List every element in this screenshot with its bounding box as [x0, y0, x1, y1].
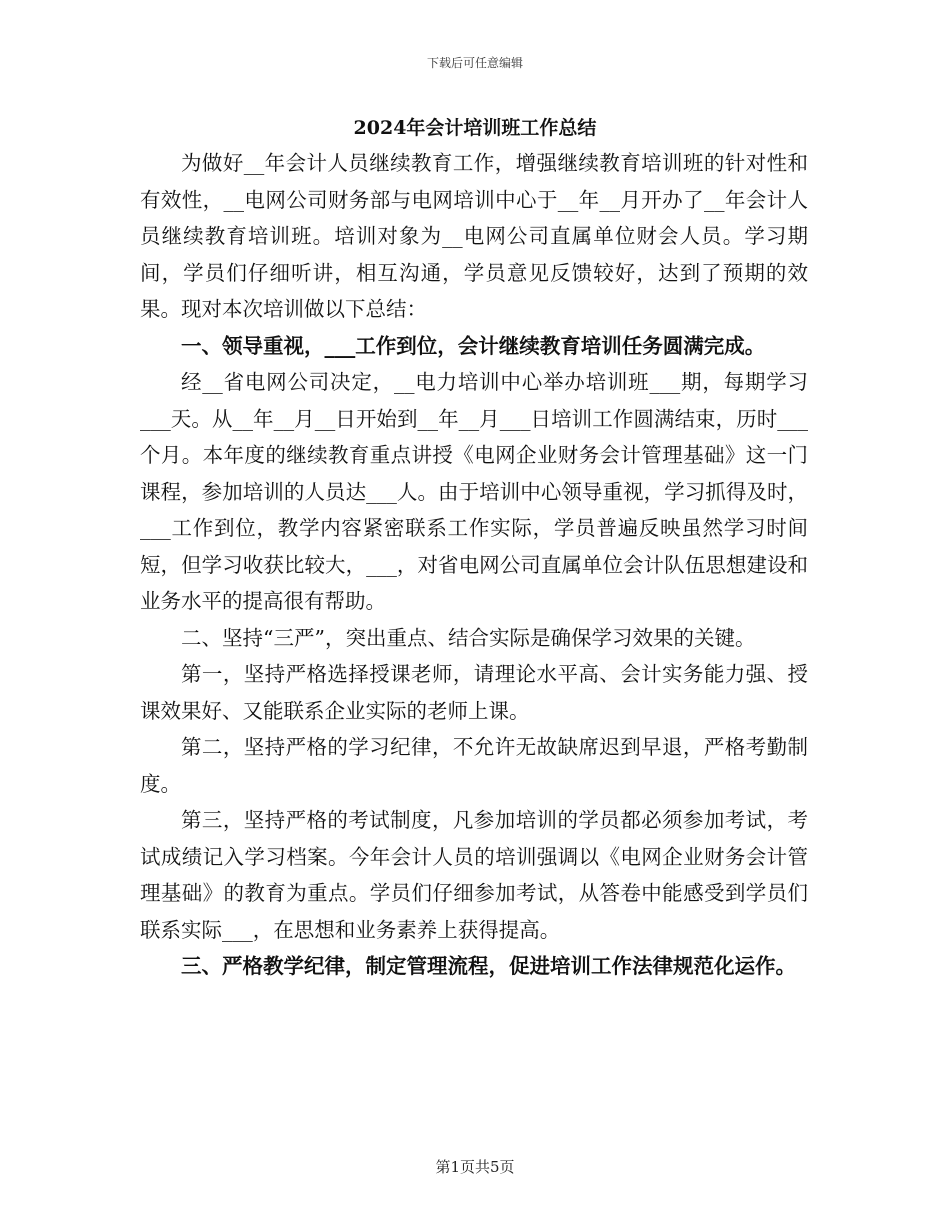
document-body	[140, 145, 808, 985]
page-number: 第1页共5页	[435, 1158, 515, 1176]
header-note: 下载后可任意编辑	[426, 56, 523, 70]
point-2-paragraph: 第二，坚持严格的学习纪律，不允许无故缺席迟到早退，严格考勤制度。	[140, 735, 808, 796]
section-heading-2: 二、坚持“三严”，突出重点、结合实际是确保学习效果的关键。	[181, 625, 756, 650]
point-3-paragraph: 第三，坚持严格的考试制度，凡参加培训的学员都必须参加考试，考试成绩记入学习档案。今年会计人员的培训强调以《电网企业财务会计管理基础》的教育为重点。学员们仔细参加考试，从答卷中能感受到学员们联系实际___，在思想和业务素养上获得提高。	[140, 808, 808, 942]
section-1-paragraph: 经__省电网公司决定，__电力培训中心举办培训班___期，每期学习___天。从__年__月__日开始到__年__月___日培训工作圆满结束，历时___个月。本年度的继续教育重点讲授《电网企业财务会计管理基础》这一门课程，参加培训的人员达___人。由于培训中心领导重视，学习抓得及时，___工作到位，教学内容紧密联系工作实际，学员普遍反映虽然学习时间短，但学习收获比较大，___，对省电网公司直属单位会计队伍思想建设和业务水平的提高很有帮助。	[140, 370, 808, 613]
page-title: 2024年会计培训班工作总结	[353, 117, 597, 139]
point-1-paragraph: 第一，坚持严格选择授课老师，请理论水平高、会计实务能力强、授课效果好、又能联系企业实际的老师上课。	[140, 662, 808, 723]
intro-paragraph: 为做好__年会计人员继续教育工作，增强继续教育培训班的针对性和有效性，__电网公司财务部与电网培训中心于__年__月开办了__年会计人员继续教育培训班。培训对象为__电网公司直属单位财会人员。学习期间，学员们仔细听讲，相互沟通，学员意见反馈较好，达到了预期的效果。现对本次培训做以下总结：	[140, 151, 808, 321]
section-heading-1: 一、领导重视，___工作到位，会计继续教育培训任务圆满完成。	[181, 333, 766, 358]
section-heading-3: 三、严格教学纪律，制定管理流程，促进培训工作法律规范化运作。	[181, 954, 796, 978]
